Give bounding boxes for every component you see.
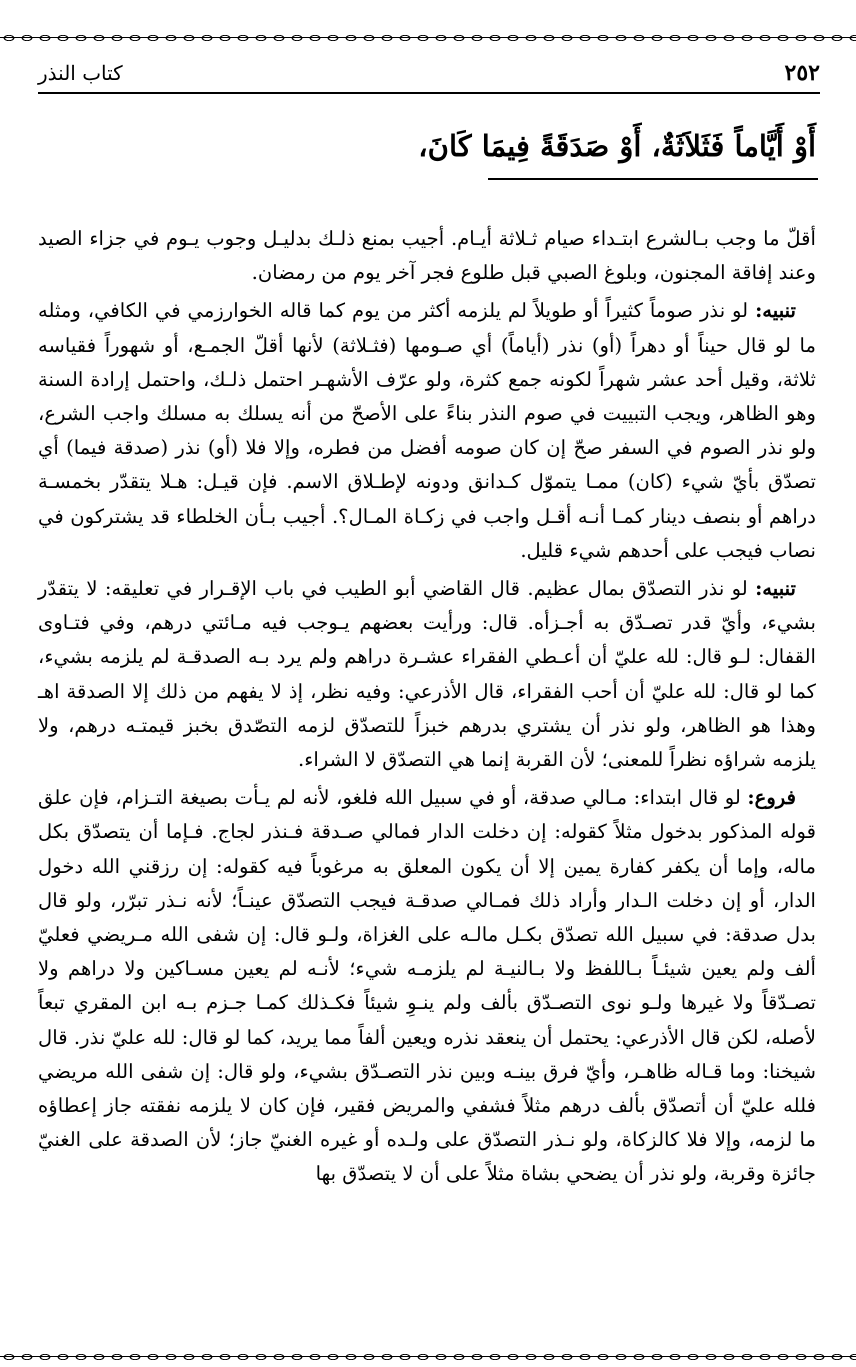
paragraph-text: أقلّ ما وجب بـالشرع ابتـداء صيام ثـلاثة أيـام. أجيب بمنع ذلـك بدليـل وجوب يـوم في جزاء الصيد وعند إفاقة المجنون، وبلوغ الصبي قبل طلوع فجر آخر يوم من رمضان. [38,227,816,285]
paragraph-lead: فروع: [747,786,796,810]
paragraph-lead: تنبيه: [755,299,796,323]
paragraph-text: لو نذر التصدّق بمال عظيم. قال القاضي أبو الطيب في باب الإقـرار في تعليقه: لا يتقدّر بشيء، وأيّ قدر تصـدّق به أجـزأه. قال: ورأيت بعضهم يـوجب فيه مـائتي درهم، وفي فتـاوى القفال: لـو قال: لله عليّ أن أعـطي الفقراء عشـرة دراهم ولم يرد بـه الصدقـة لم يلزمه بشيء، كما لو قال: لله عليّ أن أحب الفقراء، قال الأذرعي: وفيه نظر، إذ لا يفهم من ذلك إلا الصدقة اهـ وهذا هو الظاهر، ولو نذر أن يشتري بدرهم خبزاً للتصدّق لزمه التصّدق بخبز قيمتـه درهم، ولا يلزمه شراؤه نظراً للمعنى؛ لأن القربة إنما هي التصدّق لا الشراء. [38,577,816,772]
paragraph-lead: تنبيه: [755,577,796,601]
bottom-ornament-border [0,1349,856,1365]
top-ornament-border [0,30,856,46]
page-header [38,58,820,94]
paragraph [38,294,816,568]
page-number: ٢٥٢ [784,60,820,86]
paragraph-text: لو قال ابتداء: مـالي صدقة، أو في سبيل الله فلغو، لأنه لم يـأت بصيغة التـزام، فإن علق قوله المذكور بدخول مثلاً كقوله: إن دخلت الدار فمالي صـدقة فـنذر لجاج. فـإما أن يتصدّق بكل ماله، وإما أن يكفر كفارة يمين إلا أن يكون المعلق به مرغوباً فيه كقوله: إن رزقني الله دخول الدار، أو إن دخلت الـدار وأراد ذلك فمـالي صدقـة فيجب التصدّق عينـاً؛ لأنه نـذر تبرّر، ولو قال بدل صدقة: في سبيل الله تصدّق بكـل مالـه على الغزاة، ولـو قال: إن شفى الله مـريضي فعليّ ألف ولم يعين شيئـاً بـاللفظ ولا بـالنيـة لم يلزمـه شيء؛ لأنـه لم يعين مسـاكين ولا دراهم ولا تصـدّقاً ولا غيرها ولـو نوى التصـدّق بألف ولم ينـوِ شيئاً فكـذلك كمـا جـزم بـه ابن المقري تبعاً لأصله، لكن قال الأذرعي: يحتمل أن ينعقد نذره ويعين ألفاً مما يريد، كما لو قال: لله عليّ نذر. قال شيخنا: وما قـاله ظاهـر، وأيّ فرق بينـه وبين نذر التصـدّق بشيء، ولو قال: إن شفى الله مريضي فلله عليّ أن أتصدّق بألف درهم مثلاً فشفي والمريض فقير، فإن كان لا يلزمه نفقته جاز إعطاؤه ما لزمه، وإلا فلا كالزكاة، ولو نـذر التصدّق على ولـده أو غيره الغنيّ جاز؛ لأن الصدقة على الغنيّ جائزة وقربة، ولو نذر أن يضحي بشاة مثلاً على أن لا يتصدّق بها [38,786,816,1186]
matn-text: أَوْ أَيَّاماً فَثَلاَثَةٌ، أَوْ صَدَقَةً فِيمَا كَانَ، [418,129,816,163]
paragraph [38,781,816,1191]
commentary-body [38,222,816,1196]
paragraph [38,572,816,777]
matn-separator-rule [488,178,818,180]
running-title: كتاب النذر [38,61,123,85]
paragraph [38,222,816,290]
paragraph-text: لو نذر صوماً كثيراً أو طويلاً لم يلزمه أكثر من يوم كما قاله الخوارزمي في الكافي، ومثله ما لو قال حيناً أو دهراً (أو) نذر (أياماً) أي صـومها (فثـلاثة) لأنها أقلّ الجمـع، أو شهوراً فقياسه ثلاثة، وقيل أحد عشر شهراً لكونه جمع كثرة، ولو عرّف الأشهـر احتمل ذلـك، واحتمل إرادة السنة وهو الظاهر، ويجب التبييت في صوم النذر بناءً على الأصحّ من أنه يسلك به مسلك واجب الشرع، ولو نذر الصوم في السفر صحّ إن كان صومه أفضل من فطره، وإلا فلا (أو) نذر (صدقة فيما) أي تصدّق بأيّ شيء (كان) ممـا يتموّل كـدانق ودونه لإطـلاق الاسم. فإن قيـل: هـلا يتقدّر بخمسـة دراهم أو بنصف دينار كمـا أنـه أقـل واجب في زكـاة المـال؟. أجيب بـأن الخلطاء قد يشتركون في نصاب فيجب على أحدهم شيء قليل. [38,299,816,562]
